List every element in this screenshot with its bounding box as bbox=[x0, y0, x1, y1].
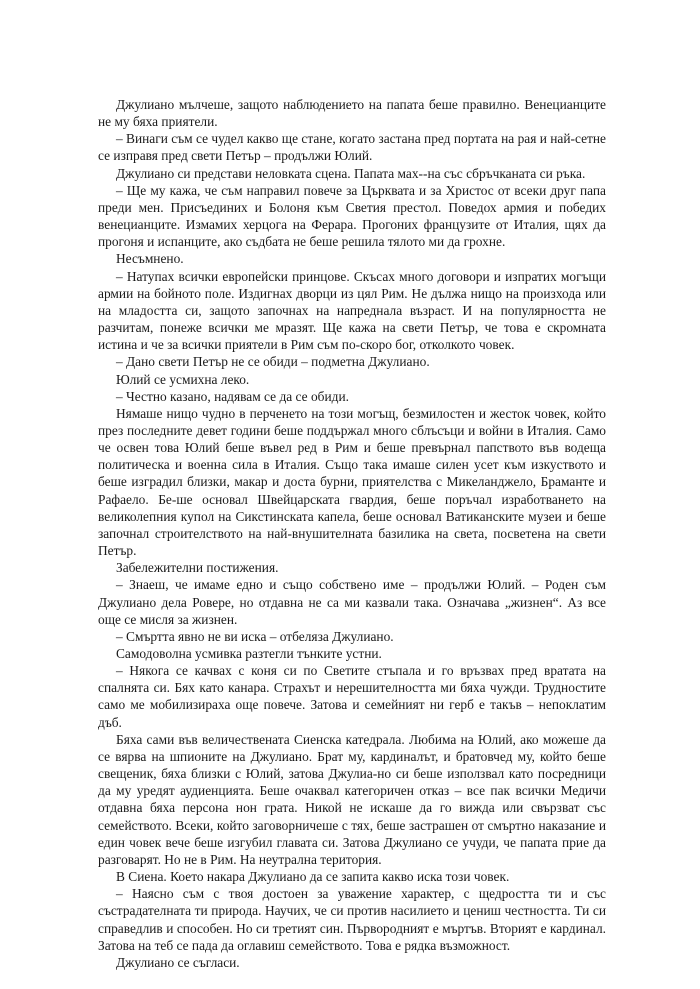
paragraph: Бяха сами във величествената Сиенска катедрала. Любима на Юлий, ако можеше да се вярва на шпионите на Джулиано. Брат му, кардиналът, и братовчед му, който беше свещеник, бяха близки с Юлий, затова Джулиа-но си беше използвал като посредници да му уредят аудиенцията. Беше очаквал категоричен отказ – все пак всички Медичи отдавна бяха персона нон грата. Никой не искаше да го вижда или свързват със семейството. Всеки, който заговорничеше с тях, беше застрашен от смъртно наказание и един човек вече беше изгубил главата си. Затова Джулиано се учуди, че папата прие да разговарят. Но не в Рим. На неутрална територия. bbox=[98, 731, 606, 867]
paragraph: – Дано свети Петър не се обиди – подметна Джулиано. bbox=[116, 354, 430, 370]
paragraph: – Наясно съм с твоя достоен за уважение характер, с щедростта ти и със състрадателната ти природа. Научих, че си против насилието и цениш честността. Ти си справедлив и способен. Но си третият син. Първородният е мъртъв. Вторият е кардинал. Затова на теб се пада да оглавиш семейството. Това е рядка възможност. bbox=[98, 886, 606, 953]
paragraph: – Ще му кажа, че съм направил повече за Църквата и за Христос от всеки друг папа преди мен. Присъединих и Болоня към Светия престол. Поведох армия и победих венецианците. Измамих херцога на Ферара. Прогоних французите от Италия, щях да прогоня и испанците, ако съдбата не беше решила тялото ми да грохне. bbox=[98, 182, 606, 250]
paragraph: Самодоволна усмивка разтегли тънките устни. bbox=[116, 646, 382, 661]
paragraph: – Някога се качвах с коня си по Светите стъпала и го връзвах пред вратата на спалнята си. Бях като канара. Страхът и нерешителността ми бяха чужди. Трудностите само ме мобилизираха още повече. Затова и семейният ни герб е такъв – непоклатим дъб. bbox=[98, 663, 606, 730]
paragraph: Забележителни постижения. bbox=[116, 560, 279, 576]
paragraph: – Честно казано, надявам се да се обиди. bbox=[116, 388, 349, 404]
paragraph: Юлий се усмихна леко. bbox=[116, 371, 250, 387]
paragraph: Нямаше нищо чудно в перченето на този могъщ, безмилостен и жесток човек, който през последните девет години беше поддържал много сблъсъци и войни в Италия. Само че освен това Юлий беше въвел ред в Рим и беше превърнал папството във водеща политическа и военна сила в Италия. Също така имаше силен усет към изкуството и беше изградил близки, макар и доста бурни, приятелства с Микеланджело, Браманте и Рафаело. Бе-ше основал Швейцарската гвардия, беше поръчал изработването на великолепния купол на Сикстинската капела, беше основал Ватиканските музеи и беше започнал строителството на най-внушителната базилика на света, посветена на свети Петър. bbox=[98, 405, 606, 559]
paragraph: – Натупах всички европейски принцове. Скъсах много договори и изпратих могъщи армии на бойното поле. Издигнах дворци из цял Рим. Не дължа нищо на произхода или на младостта си, защото започнах на напреднала възраст. И на популярността не разчитам, понеже всички ме мразят. Ще кажа на свети Петър, че това е скромната истина и че за всички приятели в Рим съм по-скоро бог, отколкото човек. bbox=[98, 268, 606, 353]
paragraph: – Смъртта явно не ви иска – отбеляза Джулиано. bbox=[116, 628, 394, 644]
paragraph: Джулиано се съгласи. bbox=[116, 954, 240, 970]
paragraph: – Знаеш, че имаме едно и също собствено име – продължи Юлий. – Роден съм Джулиано дела Ровере, но отдавна не са ми казвали така. Означава „жизнен“. Аз все още се мисля за жизнен. bbox=[98, 577, 606, 627]
paragraph: Джулиано си представи неловката сцена. Папата мах--на със сбръчканата си ръка. bbox=[116, 165, 586, 181]
paragraph: Несъмнено. bbox=[116, 251, 184, 267]
paragraph: Джулиано мълчеше, защото наблюдението на папата беше правилно. Венецианците не му бяха приятели. bbox=[98, 97, 606, 130]
body-text bbox=[98, 96, 606, 971]
paragraph: – Винаги съм се чудел какво ще стане, когато застана пред портата на рая и най-сетне се изправя пред свети Петър – продължи Юлий. bbox=[98, 131, 606, 164]
paragraph: В Сиена. Което накара Джулиано да се запита какво иска този човек. bbox=[116, 869, 510, 885]
